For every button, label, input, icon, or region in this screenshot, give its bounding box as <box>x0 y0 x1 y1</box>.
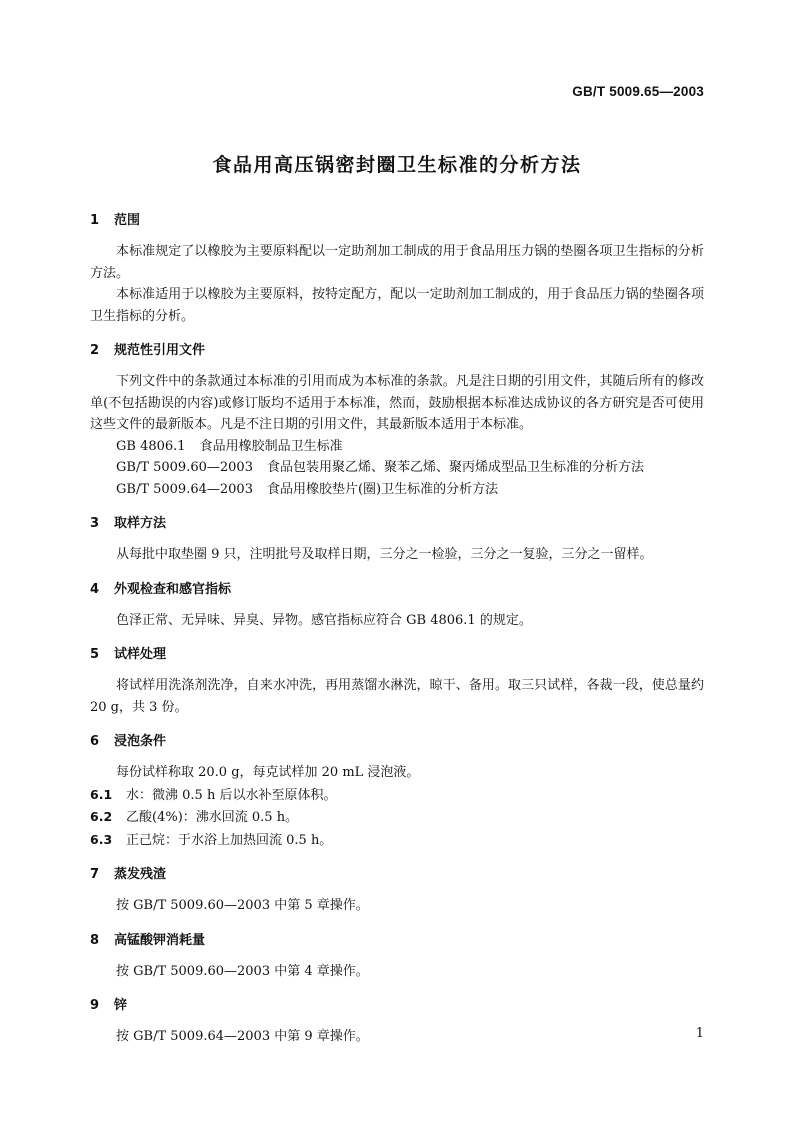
subitem-text: 水：微沸 0.5 h 后以水补至原体积。 <box>126 787 337 803</box>
paragraph: 从每批中取垫圈 9 只，注明批号及取样日期，三分之一检验，三分之一复验，三分之一留样。 <box>116 547 653 562</box>
section-title: 高锰酸钾消耗量 <box>114 932 206 948</box>
section-heading-normative-references <box>90 341 704 361</box>
reference-title: 食品用橡胶垫片(圈)卫生标准的分析方法 <box>266 481 499 497</box>
subitem-text: 乙酸(4%)：沸水回流 0.5 h。 <box>126 810 299 825</box>
section-title: 取样方法 <box>114 516 167 531</box>
section-number: 4 <box>90 581 100 597</box>
section-number: 7 <box>90 867 100 882</box>
section-heading-soaking-conditions <box>90 732 704 752</box>
subitem <box>90 829 704 852</box>
paragraph: 下列文件中的条款通过本标准的引用而成为本标准的条款。凡是注日期的引用文件，其随后所有的修改单(不包括勘误的内容)或修订版均不适用于本标准，然而，鼓励根据本标准达成协议的各方研究是否可使用这些文件的最新版本。凡是不注日期的引用文件，其最新版本适用于本标准。 <box>90 374 704 432</box>
section-heading-sample-preparation <box>90 645 704 665</box>
section-title: 规范性引用文件 <box>114 343 206 358</box>
paragraph: 每份试样称取 20.0 g，每克试样加 20 mL 浸泡液。 <box>116 765 420 780</box>
section-title: 浸泡条件 <box>114 734 167 749</box>
paragraph: 本标准规定了以橡胶为主要原料配以一定助剂加工制成的用于食品用压力锅的垫圈各项卫生指标的分析方法。 <box>90 244 704 281</box>
section-heading-permanganate-consumption <box>90 931 704 951</box>
standard-code: GB/T 5009.65—2003 <box>572 84 704 99</box>
paragraph: 按 GB/T 5009.60—2003 中第 5 章操作。 <box>116 898 369 913</box>
section-number: 5 <box>90 647 100 662</box>
section-title: 锌 <box>114 998 128 1013</box>
reference-title: 食品用橡胶制品卫生标准 <box>199 438 343 454</box>
subitem <box>90 784 704 807</box>
paragraph: 按 GB/T 5009.64—2003 中第 9 章操作。 <box>116 1029 369 1044</box>
subitem-text: 正己烷：于水浴上加热回流 0.5 h。 <box>126 832 333 848</box>
page-number: 1 <box>695 1026 704 1041</box>
section-heading-scope <box>90 211 704 231</box>
reference-item <box>90 479 704 501</box>
paragraph: 将试样用洗涤剂洗净，自来水冲洗，再用蒸馏水淋洗，晾干、备用。取三只试样，各裁一段，使总量约 20 g，共 3 份。 <box>90 678 704 715</box>
document-body <box>90 211 704 1048</box>
section-heading-evaporation-residue <box>90 865 704 885</box>
reference-item <box>90 457 704 479</box>
section-title: 试样处理 <box>114 647 167 662</box>
subitem-number: 6.2 <box>90 809 113 824</box>
reference-item <box>90 436 704 458</box>
reference-code: GB 4806.1 <box>116 438 186 454</box>
section-number: 1 <box>90 213 100 228</box>
reference-code: GB/T 5009.60—2003 <box>116 460 253 475</box>
section-number: 2 <box>90 343 100 358</box>
section-heading-appearance <box>90 580 704 600</box>
paragraph: 本标准适用于以橡胶为主要原料，按特定配方，配以一定助剂加工制成的，用于食品压力锅的垫圈各项卫生指标的分析。 <box>90 287 704 324</box>
reference-code: GB/T 5009.64—2003 <box>116 481 253 497</box>
subitem-number: 6.1 <box>90 786 113 802</box>
section-heading-zinc <box>90 996 704 1016</box>
section-number: 8 <box>90 932 100 948</box>
section-title: 范围 <box>114 213 141 228</box>
document-title: 食品用高压锅密封圈卫生标准的分析方法 <box>212 154 582 176</box>
subitem-number: 6.3 <box>90 831 113 847</box>
section-number: 6 <box>90 734 100 749</box>
section-number: 3 <box>90 516 100 531</box>
paragraph: 按 GB/T 5009.60—2003 中第 4 章操作。 <box>116 963 369 979</box>
reference-title: 食品包装用聚乙烯、聚苯乙烯、聚丙烯成型品卫生标准的分析方法 <box>266 460 644 475</box>
section-heading-sampling <box>90 514 704 534</box>
subitem <box>90 806 704 829</box>
section-number: 9 <box>90 998 100 1013</box>
paragraph: 色泽正常、无异味、异臭、异物。感官指标应符合 GB 4806.1 的规定。 <box>116 612 532 628</box>
section-title: 外观检查和感官指标 <box>114 581 232 597</box>
section-title: 蒸发残渣 <box>114 867 167 882</box>
